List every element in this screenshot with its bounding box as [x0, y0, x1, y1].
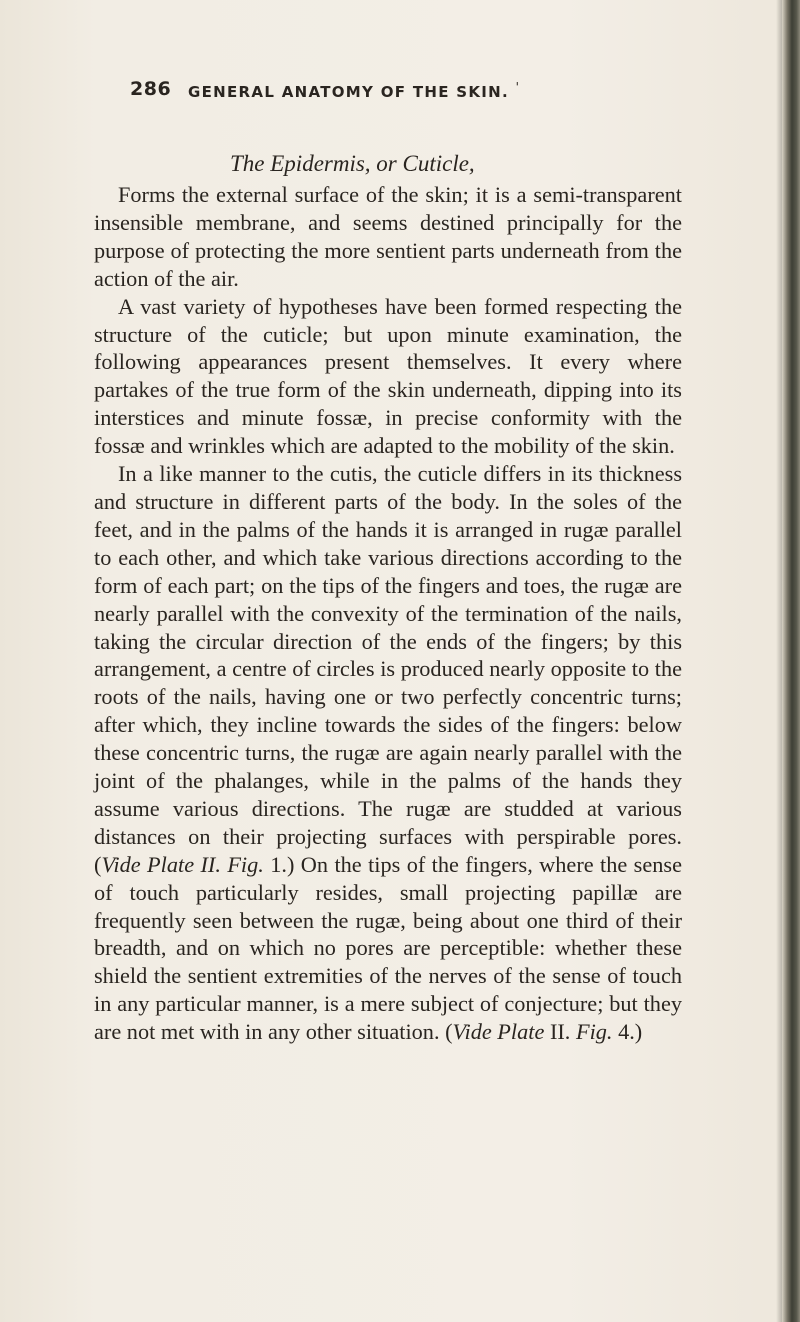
running-head — [188, 80, 520, 101]
paragraph-1: Forms the external surface of the skin; it is a semi-transparent insensible membrane, and seems destined principally for the purpose of protecting the more sentient parts underneath from the action of the air. — [94, 182, 682, 291]
header-mark: ' — [515, 80, 521, 94]
running-head-text: GENERAL ANATOMY OF THE SKIN. — [188, 83, 510, 101]
plate-reference-vide: Vide Plate — [452, 1019, 545, 1045]
plate-reference-vide: Vide Plate — [101, 851, 195, 877]
page-edge-binding — [782, 0, 800, 1322]
plate-reference-plate: II. — [544, 1019, 576, 1045]
paragraph-2: A vast variety of hypotheses have been formed respecting the structure of the cuticle; but upon minute examination, the following appearances present themselves. It every where partakes of the true form of the skin underneath, dipping into its interstices and minute fossæ, in precise conformity with the fossæ and wrinkles which are adapted to the mobility of the skin. — [94, 293, 682, 459]
page-header — [130, 72, 610, 112]
section-title: The Epidermis, or Cuticle, — [230, 151, 475, 176]
paragraph-3-part-2: On the tips of the fingers, where the sense of touch particularly resides, small projecting papillæ are frequently seen between the rugæ, being about one third of their breadth, and on which no pores are perceptible: whether these shield the sentient extremities of the nerves of the sense of touch in any particular manner, is a mere subject of conjecture; but they are not met with in any other situation. ( — [94, 851, 682, 1045]
plate-reference-plate: II. — [194, 851, 228, 877]
plate-reference-fig: Fig. — [575, 1019, 613, 1045]
plate-reference-number: 4.) — [612, 1019, 643, 1045]
paragraph-3-part-1: In a like manner to the cutis, the cuticle differs in its thickness and structure in different parts of the body. In the soles of the feet, and in the palms of the hands it is arranged in rugæ parallel to each other, and which take various directions according to the form of each part; on the tips of the fingers and toes, the rugæ are nearly parallel with the convexity of the termination of the nails, taking the circular direction of the ends of the fingers; by this arrangement, a centre of circles is produced nearly opposite to the roots of the nails, having one or two perfectly concentric turns; after which, they incline towards the sides of the fingers: below these concentric turns, the rugæ are again nearly parallel with the joint of the phalanges, while in the palms of the hands they assume various directions. The rugæ are studded at various distances on their projecting surfaces with perspirable pores. ( — [94, 461, 682, 877]
plate-reference-fig: Fig. — [227, 851, 264, 877]
paragraph-3 — [94, 460, 682, 1046]
page-number: 286 — [130, 78, 172, 100]
plate-reference-number: 1.) — [263, 851, 295, 877]
body-text — [94, 181, 682, 1046]
